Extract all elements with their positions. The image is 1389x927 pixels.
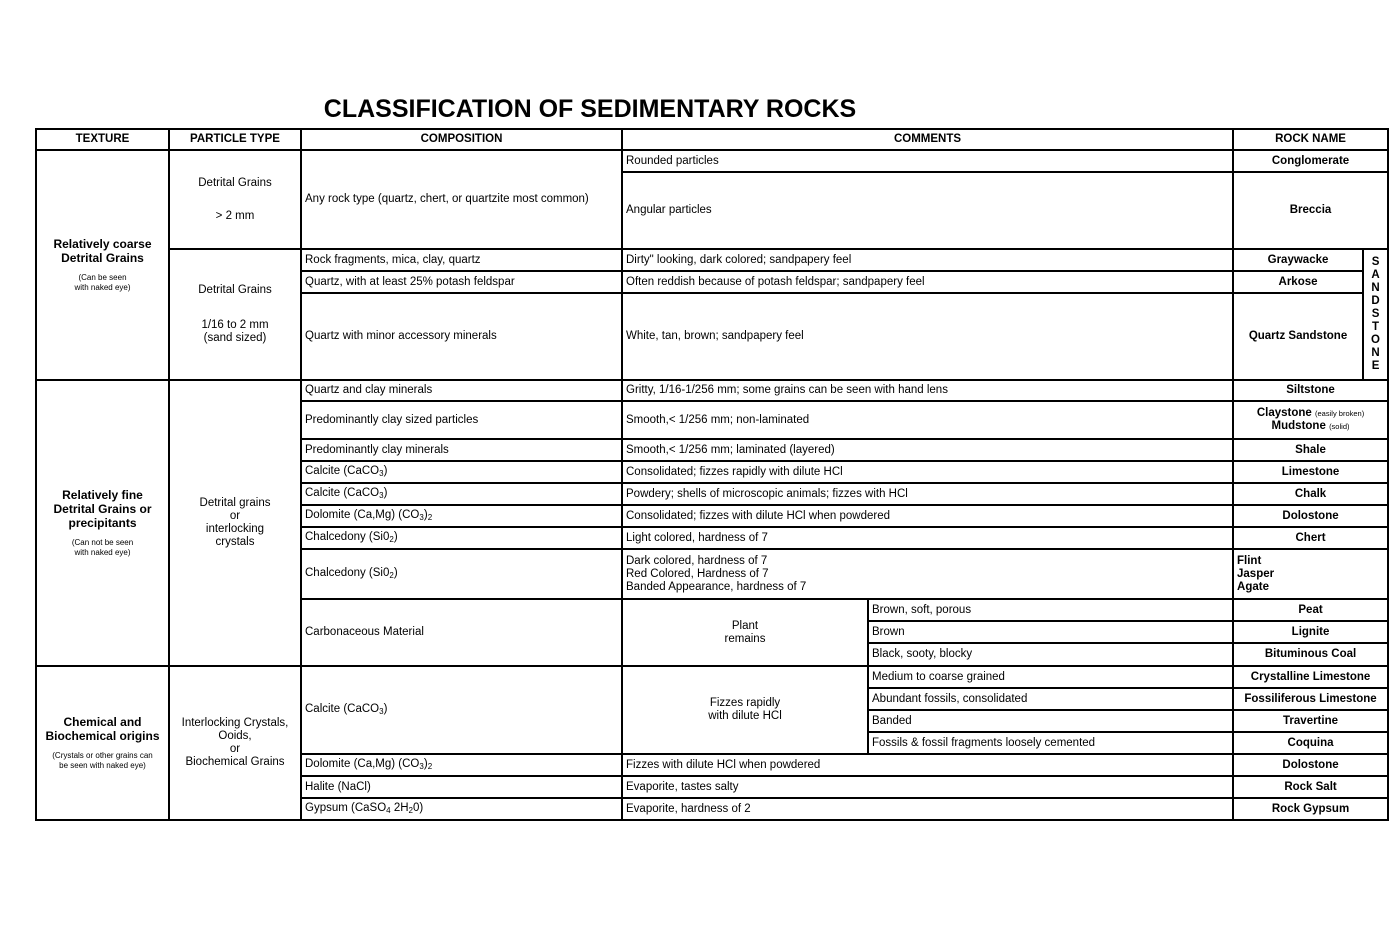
rock-claystone-mudstone <box>1233 401 1388 439</box>
table-row <box>36 380 1388 401</box>
comment-flint: Dark colored, hardness of 7 <box>626 554 768 567</box>
particle-chemical <box>169 666 301 820</box>
comment-travertine: Banded <box>868 710 1233 732</box>
composition-graywacke: Rock fragments, mica, clay, quartz <box>301 249 622 271</box>
comment-dolostone: Consolidated; fizzes with dilute HCl when powdered <box>622 505 1233 527</box>
rock-graywacke: Graywacke <box>1233 249 1363 271</box>
texture-chemical-note-1: (Crystals or other grains can <box>52 751 153 760</box>
rock-flint: Flint <box>1237 554 1262 567</box>
comment-lignite: Brown <box>868 621 1233 643</box>
particle-chemical-line-4: Biochemical Grains <box>185 756 285 768</box>
rock-crystalline-limestone: Crystalline Limestone <box>1233 666 1388 688</box>
comment-fizzes-rapidly: Fizzes rapidly with dilute HCl <box>622 666 868 754</box>
texture-fine-note-1: (Can not be seen <box>71 538 134 547</box>
sandstone-letter: S <box>1371 308 1380 320</box>
comment-peat: Brown, soft, porous <box>868 599 1233 621</box>
rock-rock-salt: Rock Salt <box>1233 776 1388 798</box>
particle-gravel-line-2: > 2 mm <box>215 209 255 222</box>
mudstone-note: (solid) <box>1329 422 1350 431</box>
composition-gypsum: Gypsum (CaSO$_4$ $2H_20$) <box>301 798 622 820</box>
texture-fine-note-2: with naked eye) <box>74 548 131 557</box>
comment-breccia: Angular particles <box>622 172 1233 249</box>
rock-claystone: Claystone <box>1256 407 1312 419</box>
composition-quartz-sandstone: Quartz with minor accessory minerals <box>301 293 622 380</box>
rock-arkose: Arkose <box>1233 271 1363 293</box>
texture-coarse-note-1: (Can be seen <box>78 273 127 282</box>
header-rock-name: ROCK NAME <box>1233 129 1388 150</box>
comment-quartz-sandstone: White, tan, brown; sandpapery feel <box>622 293 1233 380</box>
particle-chemical-line-3: or <box>229 743 241 755</box>
comment-dolostone-chemical: Fizzes with dilute HCl when powdered <box>622 754 1233 776</box>
rock-chert: Chert <box>1233 527 1388 549</box>
texture-coarse <box>36 150 169 380</box>
comment-shale: Smooth,< 1/256 mm; laminated (layered) <box>622 439 1233 461</box>
composition-shale: Predominantly clay minerals <box>301 439 622 461</box>
rock-fossiliferous-limestone: Fossiliferous Limestone <box>1233 688 1388 710</box>
particle-fine-line-2: or <box>229 510 241 522</box>
sandstone-letter: S <box>1371 256 1380 268</box>
comment-conglomerate: Rounded particles <box>622 150 1233 172</box>
classification-table <box>35 128 1389 821</box>
sandstone-letter: A <box>1371 269 1380 281</box>
sandstone-letter: D <box>1371 295 1380 307</box>
rock-dolostone-chemical: Dolostone <box>1233 754 1388 776</box>
comment-chert: Light colored, hardness of 7 <box>622 527 1233 549</box>
sandstone-letter: T <box>1372 321 1380 333</box>
comment-limestone: Consolidated; fizzes rapidly with dilute HCl <box>622 461 1233 483</box>
composition-halite: Halite (NaCl) <box>301 776 622 798</box>
rock-chalk: Chalk <box>1233 483 1388 505</box>
header-texture: TEXTURE <box>36 129 169 150</box>
texture-chemical-note-2: be seen with naked eye) <box>59 761 146 770</box>
composition-carbonaceous: Carbonaceous Material <box>301 599 622 666</box>
particle-chemical-line-1: Interlocking Crystals, <box>181 717 289 729</box>
composition-siltstone: Quartz and clay minerals <box>301 380 622 401</box>
rock-peat: Peat <box>1233 599 1388 621</box>
texture-fine <box>36 380 169 666</box>
particle-gravel-line-1: Detrital Grains <box>198 176 272 189</box>
comment-siltstone: Gritty, 1/16-1/256 mm; some grains can be seen with hand lens <box>622 380 1233 401</box>
composition-arkose: Quartz, with at least 25% potash feldspar <box>301 271 622 293</box>
comment-jasper: Red Colored, Hardness of 7 <box>626 567 769 580</box>
sandstone-vertical-label <box>1363 249 1388 380</box>
comment-claystone: Smooth,< 1/256 mm; non-laminated <box>622 401 1233 439</box>
table-row <box>36 249 1388 271</box>
comment-chalk: Powdery; shells of microscopic animals; fizzes with HCl <box>622 483 1233 505</box>
comment-fossiliferous-limestone: Abundant fossils, consolidated <box>868 688 1233 710</box>
sandstone-letter: N <box>1371 282 1380 294</box>
particle-fine-line-4: crystals <box>215 536 255 548</box>
rock-breccia: Breccia <box>1233 172 1388 249</box>
rock-lignite: Lignite <box>1233 621 1388 643</box>
comment-arkose: Often reddish because of potash feldspar; sandpapery feel <box>622 271 1233 293</box>
rock-chalcedony-varieties <box>1233 549 1388 599</box>
sandstone-letter: O <box>1371 334 1380 346</box>
claystone-note: (easily broken) <box>1315 409 1365 418</box>
rock-conglomerate: Conglomerate <box>1233 150 1388 172</box>
composition-dolomite-chemical: Dolomite (Ca,Mg) $(CO_3)_2$ <box>301 754 622 776</box>
particle-fine-line-3: interlocking <box>205 523 265 535</box>
composition-calcite-chemical: Calcite (CaCO$_3$) <box>301 666 622 754</box>
header-composition: COMPOSITION <box>301 129 622 150</box>
rock-shale: Shale <box>1233 439 1388 461</box>
comment-bituminous-coal: Black, sooty, blocky <box>868 643 1233 666</box>
particle-fine <box>169 380 301 666</box>
sandstone-letter: E <box>1371 360 1380 372</box>
composition-limestone: Calcite (CaCO$_3$) <box>301 461 622 483</box>
rock-rock-gypsum: Rock Gypsum <box>1233 798 1388 820</box>
header-particle-type: PARTICLE TYPE <box>169 129 301 150</box>
comment-graywacke: Dirty" looking, dark colored; sandpapery feel <box>622 249 1233 271</box>
sandstone-letter: N <box>1371 347 1380 359</box>
comment-agate: Banded Appearance, hardness of 7 <box>626 580 807 593</box>
composition-chalk: Calcite (CaCO$_3$) <box>301 483 622 505</box>
comment-plant-remains: Plant remains <box>622 599 868 666</box>
table-row <box>36 150 1388 172</box>
texture-chemical-label: Chemical and Biochemical origins <box>45 715 160 743</box>
rock-coquina: Coquina <box>1233 732 1388 754</box>
rock-dolostone: Dolostone <box>1233 505 1388 527</box>
particle-fine-line-1: Detrital grains <box>199 497 271 509</box>
rock-mudstone: Mudstone <box>1271 420 1326 432</box>
comment-rock-salt: Evaporite, tastes salty <box>622 776 1233 798</box>
rock-quartz-sandstone: Quartz Sandstone <box>1233 293 1363 380</box>
texture-coarse-label: Relatively coarse Detrital Grains <box>53 237 152 265</box>
particle-sand <box>169 249 301 380</box>
texture-chemical <box>36 666 169 820</box>
rock-agate: Agate <box>1237 580 1269 593</box>
composition-dolostone: Dolomite (Ca,Mg) $(CO_3)_2$ <box>301 505 622 527</box>
particle-sand-line-2: 1/16 to 2 mm <box>201 319 269 331</box>
rock-jasper: Jasper <box>1237 567 1275 580</box>
rock-siltstone: Siltstone <box>1233 380 1388 401</box>
page-title: CLASSIFICATION OF SEDIMENTARY ROCKS <box>323 95 857 123</box>
comment-chalcedony-varieties <box>622 549 1233 599</box>
particle-sand-line-3: (sand sized) <box>203 332 267 344</box>
composition-any-rock: Any rock type (quartz, chert, or quartzite most common) <box>301 150 622 249</box>
particle-chemical-line-2: Ooids, <box>218 730 252 742</box>
rock-travertine: Travertine <box>1233 710 1388 732</box>
particle-gravel <box>169 150 301 249</box>
comment-coquina: Fossils & fossil fragments loosely cemented <box>868 732 1233 754</box>
texture-fine-label: Relatively fine Detrital Grains or precipitants <box>53 488 152 530</box>
rock-limestone: Limestone <box>1233 461 1388 483</box>
composition-chert: Chalcedony $(Si0_2)$ <box>301 527 622 549</box>
table-row <box>36 666 1388 688</box>
header-row <box>36 129 1388 150</box>
comment-crystalline-limestone: Medium to coarse grained <box>868 666 1233 688</box>
comment-rock-gypsum: Evaporite, hardness of 2 <box>622 798 1233 820</box>
particle-sand-line-1: Detrital Grains <box>198 284 272 296</box>
texture-coarse-note-2: with naked eye) <box>74 283 131 292</box>
composition-claystone: Predominantly clay sized particles <box>301 401 622 439</box>
composition-chalcedony-varieties: Chalcedony $(Si0_2)$ <box>301 549 622 599</box>
rock-bituminous-coal: Bituminous Coal <box>1233 643 1388 666</box>
header-comments: COMMENTS <box>622 129 1233 150</box>
